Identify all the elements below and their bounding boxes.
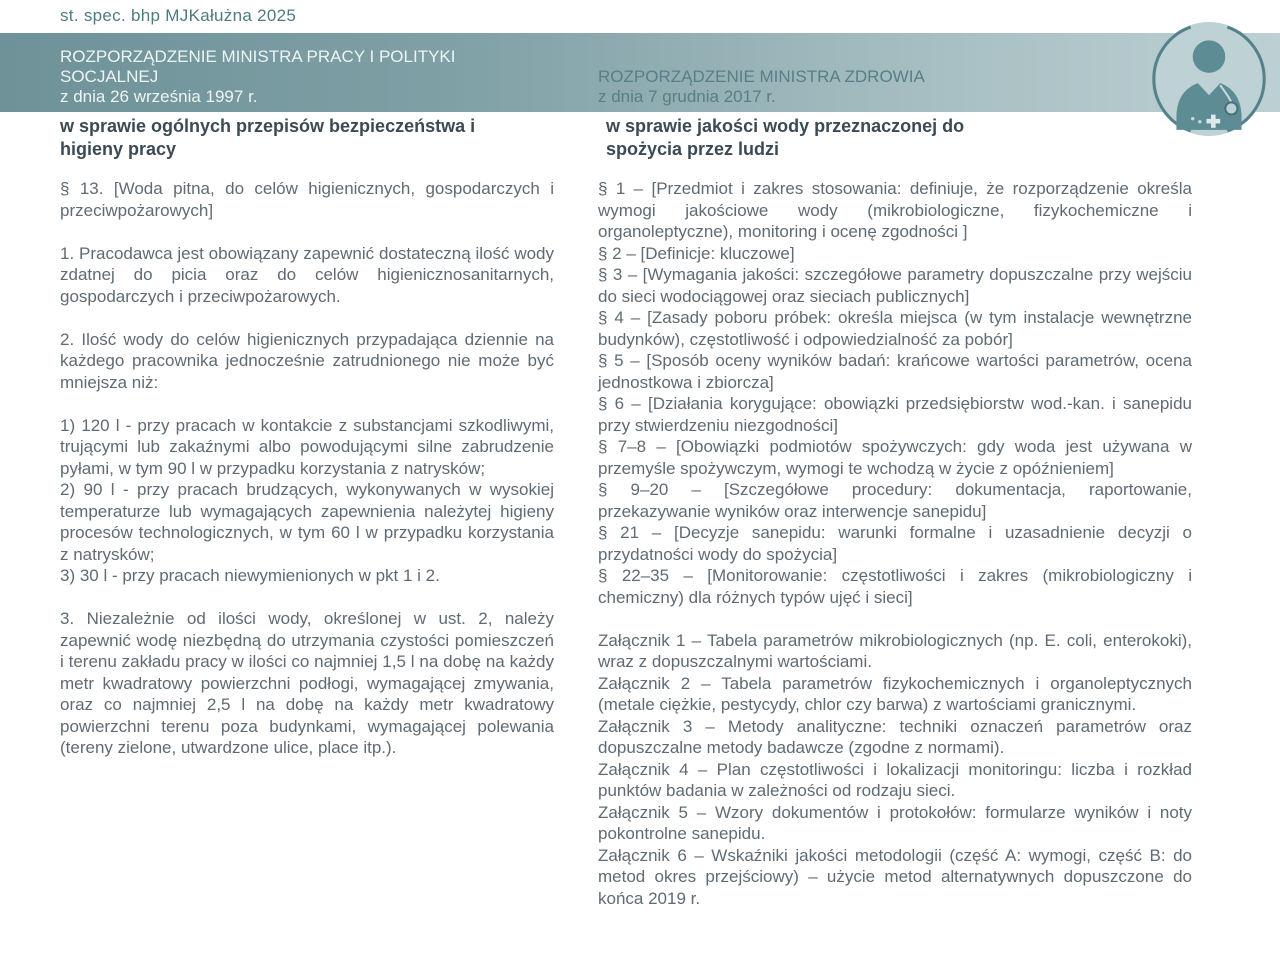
paragraph: Załącznik 5 – Wzory dokumentów i protokołów: formularze wyników i noty pokontrolne sanepidu. bbox=[598, 802, 1192, 843]
paragraph: Załącznik 4 – Plan częstotliwości i lokalizacji monitoringu: liczba i rozkład punktów badania w zależności od rodzaju sieci. bbox=[598, 759, 1192, 800]
paragraph: § 5 – [Sposób oceny wyników badań: krańcowe wartości parametrów, ocena jednostkowa i zbiorcza] bbox=[598, 351, 1192, 392]
paragraph bbox=[598, 608, 1192, 630]
paragraph: 2. Ilość wody do celów higienicznych przypadająca dziennie na każdego pracownika jednocześnie zatrudnionego nie może być mniejsza niż: bbox=[60, 329, 554, 392]
paragraph: § 13. [Woda pitna, do celów higienicznych, gospodarczych i przeciwpożarowych] bbox=[60, 179, 554, 220]
doctor-icon-wrap bbox=[1150, 20, 1268, 138]
paragraph: § 6 – [Działania korygujące: obowiązki przedsiębiorstw wod.-kan. i sanepidu przy stwierdzeniu niezgodności] bbox=[598, 394, 1192, 435]
paragraph: § 7–8 – [Obowiązki podmiotów spożywczych: gdy woda jest używana w przemyśle spożywczym, wymogi te wchodzą w życie z opóźnieniem] bbox=[598, 437, 1192, 478]
doctor-icon bbox=[1150, 20, 1268, 138]
regulation-left-subject: w sprawie ogólnych przepisów bezpieczeństwa i higieny pracy bbox=[60, 116, 476, 159]
right-column bbox=[598, 178, 1192, 909]
doctor-head bbox=[1193, 40, 1226, 73]
regulation-left-title: ROZPORZĄDZENIE MINISTRA PRACY I POLITYKI SOCJALNEJ bbox=[60, 47, 456, 86]
paragraph: 3. Niezależnie od ilości wody, określonej w ust. 2, należy zapewnić wodę niezbędną do utrzymania czystości pomieszczeń i terenu zakładu pracy w ilości co najmniej 1,5 l na dobę na każdy metr kwadratowy powierzchni podłogi, wymagającej zmywania, oraz co najmniej 2,5 l na dobę na każdy metr kwadratowy powierzchni terenu poza budynkami, wymagającej polewania (tereny zielone, utwardzone ulice, place itp.). bbox=[60, 609, 554, 757]
regulation-left-date: z dnia 26 września 1997 r. bbox=[60, 87, 258, 106]
paragraph bbox=[60, 393, 554, 415]
regulation-right-subject: w sprawie jakości wody przeznaczonej do spożycia przez ludzi bbox=[606, 116, 965, 159]
paragraph: § 2 – [Definicje: kluczowe] bbox=[598, 243, 795, 263]
paragraph bbox=[60, 587, 554, 609]
banner-left-block bbox=[60, 47, 530, 107]
paragraph: § 21 – [Decyzje sanepidu: warunki formalne i uzasadnienie decyzji o przydatności wody do spożycia] bbox=[598, 523, 1192, 564]
banner-right-block bbox=[598, 67, 1158, 107]
regulation-right-title: ROZPORZĄDZENIE MINISTRA ZDROWIA bbox=[598, 67, 925, 86]
paragraph: Załącznik 3 – Metody analityczne: techniki oznaczeń parametrów oraz dopuszczalne metody badawcze (zgodne z normami). bbox=[598, 716, 1192, 757]
paragraph: Załącznik 2 – Tabela parametrów fizykochemicznych i organoleptycznych (metale ciężkie, pestycydy, chlor czy barwa) z wartościami granicznymi. bbox=[598, 673, 1192, 714]
title-banner bbox=[0, 33, 1280, 112]
paragraph: 1. Pracodawca jest obowiązany zapewnić dostateczną ilość wody zdatnej do picia oraz do celów higienicznosanitarnych, gospodarczych i przeciwpożarowych. bbox=[60, 243, 554, 306]
paragraph: § 3 – [Wymagania jakości: szczegółowe parametry dopuszczalne przy wejściu do sieci wodociągowej oraz sieciach publicznych] bbox=[598, 265, 1192, 306]
paragraph bbox=[60, 221, 554, 243]
paragraph: 2) 90 l - przy pracach brudzących, wykonywanych w wysokiej temperaturze lub wymagających zapewnienia należytej higieny procesów technologicznych, w tym 60 l w przypadku korzystania z natrysków; bbox=[60, 480, 554, 564]
paragraph: 1) 120 l - przy pracach w kontakcie z substancjami szkodliwymi, trującymi lub zakaźnymi albo powodującymi silne zabrudzenie pyłami, w tym 90 l w przypadku korzystania z natrysków; bbox=[60, 415, 554, 478]
paragraph: § 22–35 – [Monitorowanie: częstotliwości i zakres (mikrobiologiczny i chemiczny) dla różnych typów ujęć i sieci] bbox=[598, 566, 1192, 607]
paragraph: § 9–20 – [Szczegółowe procedury: dokumentacja, raportowanie, przekazywanie wyników oraz interwencje sanepidu] bbox=[598, 480, 1192, 521]
paragraph bbox=[60, 307, 554, 329]
header-note: st. spec. bhp MJKałużna 2025 bbox=[60, 6, 297, 25]
paragraph: § 1 – [Przedmiot i zakres stosowania: definiuje, że rozporządzenie określa wymogi jakościowe wody (mikrobiologiczne, fizykochemiczne i organoleptyczne), monitoring i ocenę zgodności ] bbox=[598, 179, 1192, 241]
paragraph: Załącznik 1 – Tabela parametrów mikrobiologicznych (np. E. coli, enterokoki), wraz z dopuszczalnymi wartościami. bbox=[598, 630, 1192, 671]
paragraph: Załącznik 6 – Wskaźniki jakości metodologii (część A: wymogi, część B: do metod okres przejściowy) – użycie metod alternatywnych dopuszczone do końca 2019 r. bbox=[598, 845, 1192, 908]
regulation-right-date: z dnia 7 grudnia 2017 r. bbox=[598, 87, 776, 106]
paragraph: § 4 – [Zasady poboru próbek: określa miejsca (w tym instalacje wewnętrzne budynków), częstotliwość i odpowiedzialność za pobór] bbox=[598, 308, 1192, 349]
left-column bbox=[60, 178, 554, 759]
paragraph: 3) 30 l - przy pracach niewymienionych w pkt 1 i 2. bbox=[60, 566, 440, 585]
stethoscope-bell bbox=[1225, 102, 1237, 114]
